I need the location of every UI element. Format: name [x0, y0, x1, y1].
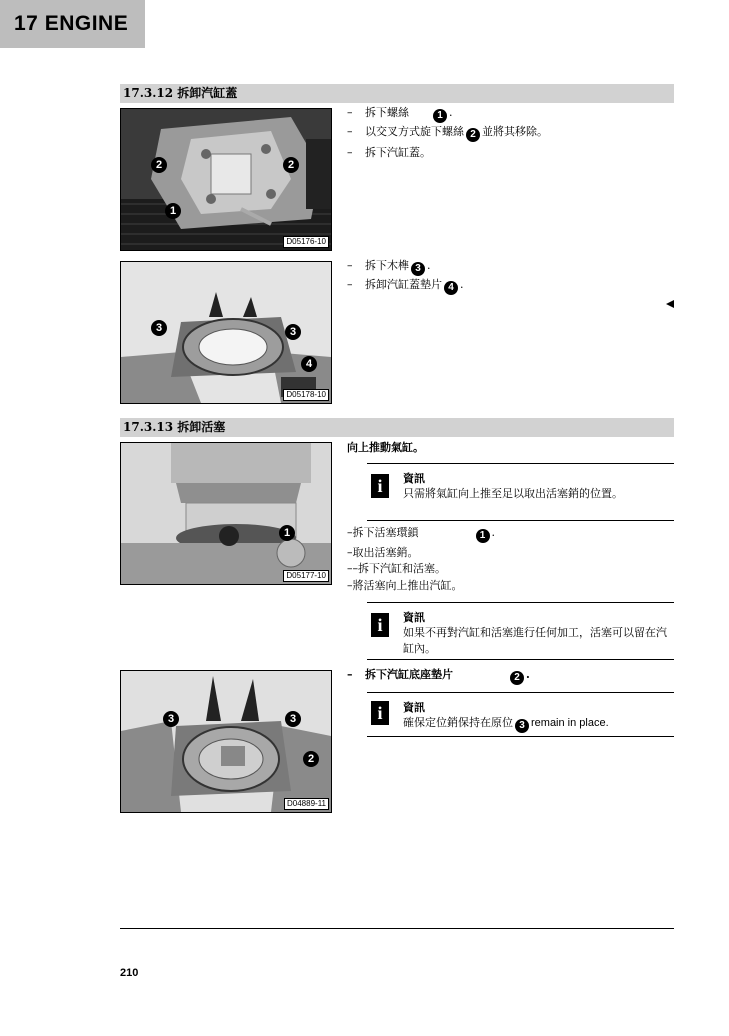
- figure-code: D05178-10: [283, 389, 329, 401]
- callout-3-right: 3: [285, 711, 301, 727]
- engine-photo-3: [121, 443, 331, 584]
- step-remove-gasket: – 拆卸汽缸蓋墊片 4 .: [347, 278, 464, 293]
- section-title-cylinder-head: 17.3.12 拆卸汽缸蓋: [120, 84, 674, 103]
- info-title: 資訊: [403, 611, 425, 624]
- info-icon: i: [371, 613, 389, 637]
- info-box-2: [367, 602, 674, 660]
- info-title: 資訊: [403, 472, 425, 485]
- step-push-piston: –將活塞向上推出汽缸。: [347, 579, 463, 592]
- callout-3-left: 3: [151, 320, 167, 336]
- section-title-piston: 17.3.13 拆卸活塞: [120, 418, 674, 437]
- inline-callout: 1: [476, 529, 490, 543]
- photo-base-gasket: [120, 670, 332, 813]
- info-icon: i: [371, 701, 389, 725]
- callout-3-left: 3: [163, 711, 179, 727]
- photo-piston-ring-lock: [120, 442, 332, 585]
- engine-photo-1: [121, 109, 331, 250]
- step-remove-pin: –取出活塞銷。: [347, 546, 419, 559]
- inline-callout: 2: [466, 128, 480, 142]
- engine-photo-4: [121, 671, 331, 812]
- photo-cylinder-head-screws: [120, 108, 332, 251]
- step-remove-head: – 拆下汽缸蓋。: [347, 146, 431, 159]
- footer-divider: [120, 928, 674, 929]
- callout-2-right: 2: [283, 157, 299, 173]
- figure-code: D04889-11: [284, 798, 329, 810]
- inline-callout: 4: [444, 281, 458, 295]
- callout-1: 1: [165, 203, 181, 219]
- callout-1: 1: [279, 525, 295, 541]
- info-text: 如果不再對汽缸和活塞進行任何加工，活塞可以留在汽缸內。: [403, 626, 667, 655]
- info-icon: i: [371, 474, 389, 498]
- step-remove-screws: – 拆下螺絲 1 .: [347, 106, 453, 121]
- callout-2: 2: [303, 751, 319, 767]
- info-text: 只需將氣缸向上推至足以取出活塞銷的位置。: [403, 487, 623, 500]
- callout-4: 4: [301, 356, 317, 372]
- figure-code: D05177-10: [283, 570, 329, 582]
- step-remove-dowels: – 拆下木榫 3 .: [347, 259, 431, 274]
- inline-callout: 3: [411, 262, 425, 276]
- figure-code: D05176-10: [283, 236, 329, 248]
- step-remove-base-gasket: – 拆下汽缸底座墊片 2 .: [347, 668, 530, 683]
- end-of-section-arrow-icon: [666, 300, 674, 308]
- inline-callout: 2: [510, 671, 524, 685]
- step-remove-ring-lock: –拆下活塞環鎖 1 .: [347, 526, 495, 541]
- page-number: 210: [120, 967, 139, 979]
- step-remove-cylinder: ––拆下汽缸和活塞。: [347, 562, 446, 575]
- inline-callout: 3: [515, 719, 529, 733]
- callout-2-left: 2: [151, 157, 167, 173]
- photo-head-gasket: [120, 261, 332, 404]
- info-box-1: [367, 463, 674, 521]
- info-text: 確保定位銷保持在原位 3 remain in place.: [403, 716, 609, 731]
- info-box-3: [367, 692, 674, 737]
- step-loosen-screws: – 以交叉方式旋下螺絲 2 並將其移除。: [347, 125, 548, 140]
- lead-push-cylinder: 向上推動氣缸。: [347, 441, 424, 454]
- info-title: 資訊: [403, 701, 425, 714]
- chapter-header: 17 ENGINE: [0, 0, 145, 48]
- inline-callout: 1: [433, 109, 447, 123]
- callout-3-right: 3: [285, 324, 301, 340]
